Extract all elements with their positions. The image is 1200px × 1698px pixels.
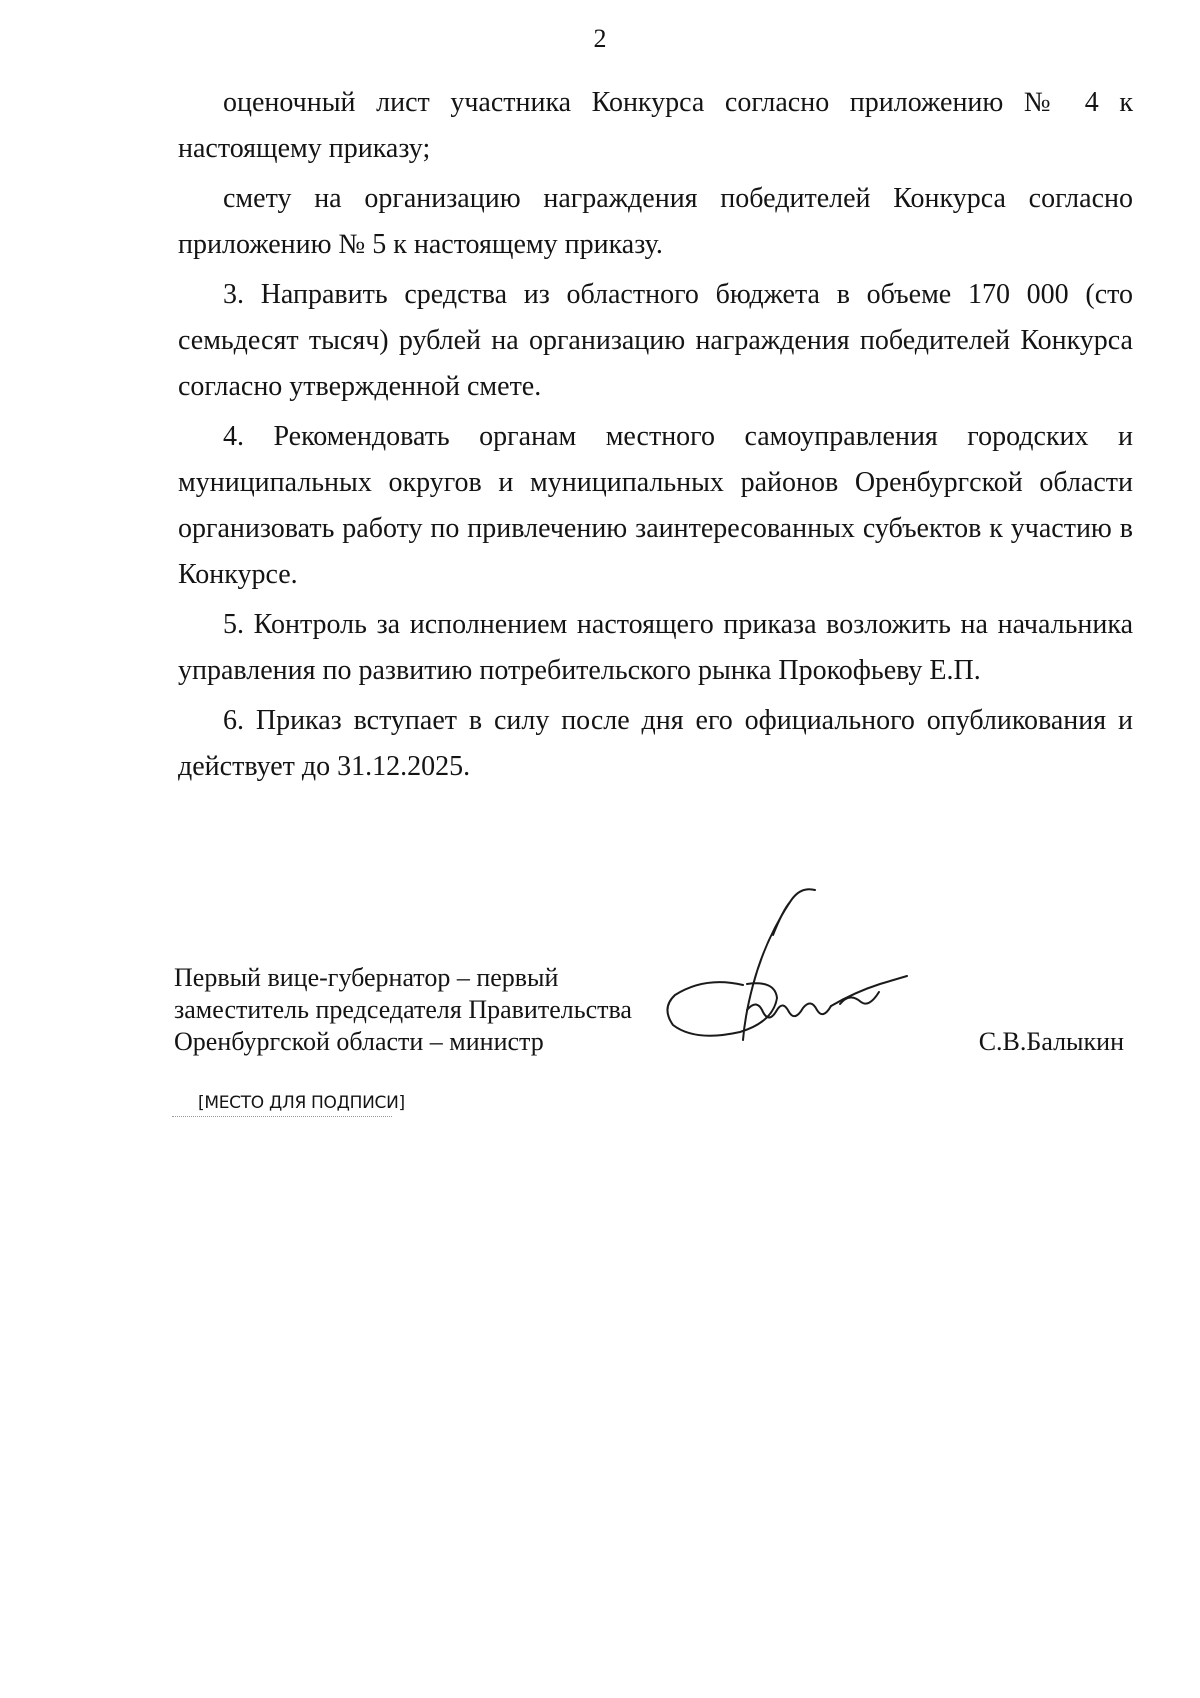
signature-placeholder: [МЕСТО ДЛЯ ПОДПИСИ]	[198, 1093, 405, 1113]
signatory-title-line: заместитель председателя Правительства	[174, 995, 632, 1024]
handwritten-signature	[665, 880, 910, 1055]
paragraph-item-4-recommendation: 4. Рекомендовать органам местного самоуправления городских и муниципальных округов и муниципальных районов Оренбургской области организовать работу по привлечению заинтересованных субъектов к участию в Конкурсе.	[178, 421, 1133, 590]
paragraph-item-3-funding: 3. Направить средства из областного бюджета в объеме 170 000 (сто семьдесят тысяч) рублей на организацию награждения победителей Конкурса согласно утвержденной смете.	[178, 279, 1133, 402]
signatory-title-line: Оренбургской области – министр	[174, 1027, 544, 1056]
paragraph-item-5-control: 5. Контроль за исполнением настоящего приказа возложить на начальника управления по развитию потребительского рынка Прокофьеву Е.П.	[178, 609, 1133, 686]
signatory-title	[174, 962, 632, 1058]
paragraph-estimate: смету на организацию награждения победителей Конкурса согласно приложению № 5 к настоящему приказу.	[178, 183, 1133, 260]
signer-name: С.В.Балыкин	[978, 1027, 1124, 1056]
document-body	[178, 80, 1133, 794]
placeholder-underline	[172, 1116, 392, 1117]
page-number: 2	[593, 24, 607, 53]
paragraph-item-6-effective-date: 6. Приказ вступает в силу после дня его официального опубликования и действует до 31.12.2025.	[178, 705, 1133, 782]
signatory-title-line: Первый вице-губернатор – первый	[174, 963, 559, 992]
paragraph-evaluation-sheet: оценочный лист участника Конкурса согласно приложению № 4 к настоящему приказу;	[178, 87, 1133, 164]
